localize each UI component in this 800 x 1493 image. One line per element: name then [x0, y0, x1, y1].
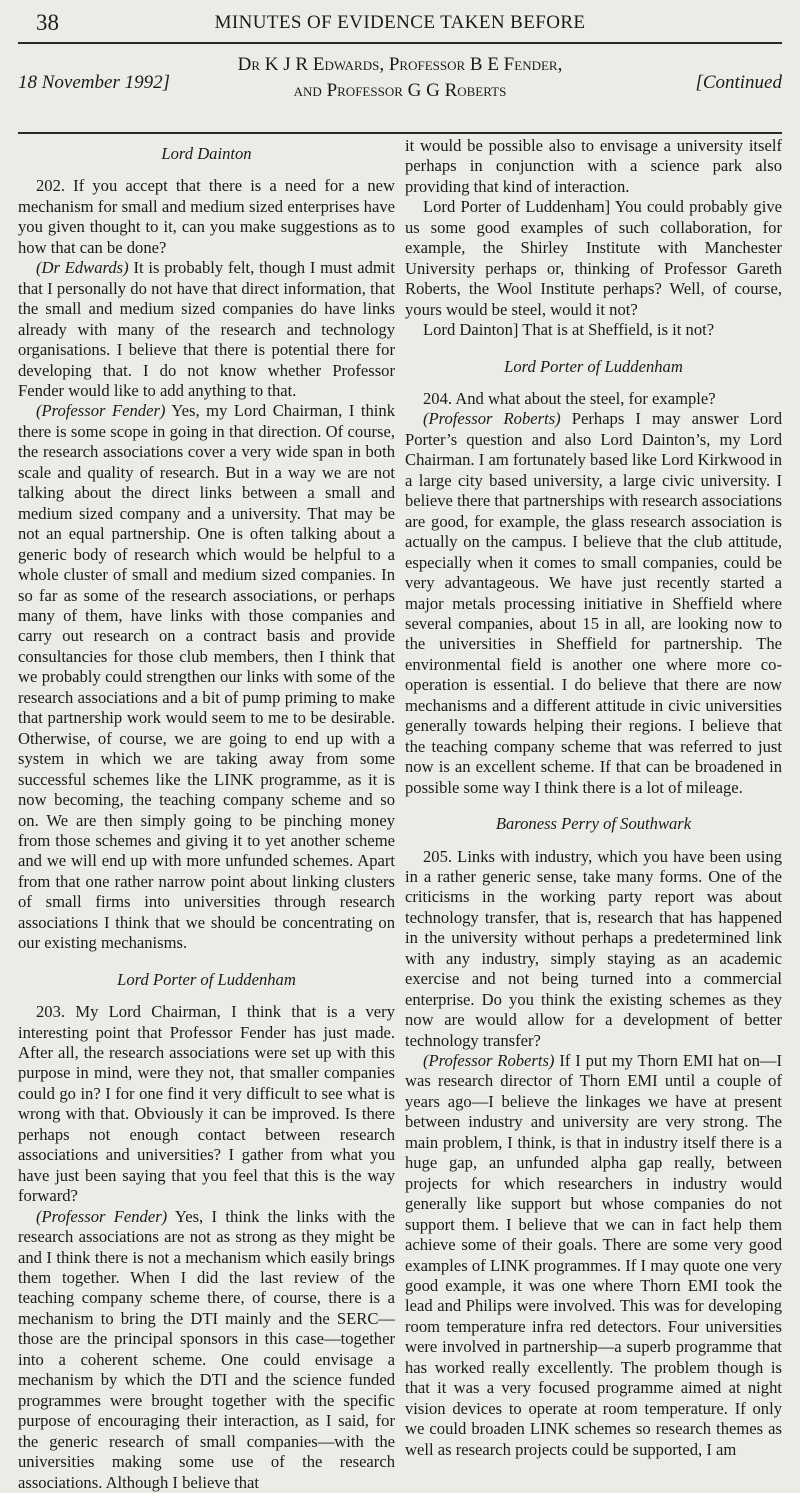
interjection-porter: Lord Porter of Luddenham] You could probably give us some good examples of such collaboration, for example, the Shirley Institute with Manchester University perhaps or, thinking of Professor Gareth Roberts, the Wool Institute perhaps? Well, of course, yours would be steel, would it not?: [405, 197, 782, 319]
right-column: [405, 136, 782, 1460]
interjection-dainton: Lord Dainton] That is at Sheffield, is it not?: [423, 320, 715, 340]
speaker-label: (Professor Roberts): [423, 409, 561, 429]
witness-names: [18, 52, 782, 104]
speaker-heading: Lord Dainton: [161, 144, 252, 163]
answer-202-fender: [18, 401, 395, 953]
answer-202-edwards: [18, 258, 395, 401]
running-header: [18, 10, 782, 40]
header-rule-bottom: [18, 132, 782, 134]
witness-line-1: Dr K J R Edwards, Professor B E Fender,: [237, 54, 563, 75]
answer-204-roberts: [405, 409, 782, 798]
question-203: 203. My Lord Chairman, I think that is a very interesting point that Professor Fender has just made. After all, the research associations were set up with this purpose in mind, were they not, that smaller companies could go in? I for one find it very difficult to see what is wrong with that. Obviously it can be improved. Is there perhaps not enough contact between research associations and universities? I gather from what you have just been saying that you feel that this is the way forward?: [18, 1002, 395, 1206]
speaker-heading: Lord Porter of Luddenham: [117, 969, 296, 989]
question-202: 202. If you accept that there is a need for a new mechanism for small and medium sized enterprises have you given thought to it, can you make suggestions as to how that can be done?: [18, 176, 395, 257]
speaker-heading: Lord Porter of Luddenham: [504, 356, 683, 376]
header-rule-top: [18, 42, 782, 44]
session-header: [18, 52, 782, 128]
session-date: 18 November 1992]: [18, 72, 170, 93]
answer-text: Perhaps I may answer Lord Porter’s question and also Lord Dainton’s, my Lord Chairman. I am fortunately based like Lord Kirkwood in a large city based university, a large civic university. I believe there that partnerships with research associations are good, for example, the glass research association is actually on the campus. I believe that the club attitude, especially when it comes to small companies, could be very advantageous. We have just recently started a major metals processing initiative in Sheffield where several companies, about 15 in all, are looking now to the universities in Sheffield for partnership. The environmental field is another one where more co-operation is essential. I do believe that there are now mechanisms and a different attitude in civic universities generally towards helping their regions. I believe that the teaching company scheme that was referred to just now is an excellent scheme. If that can be broadened in possible some way I think there is a lot of mileage.: [405, 409, 782, 797]
left-column: [18, 136, 395, 1493]
answer-205-roberts: [405, 1051, 782, 1460]
answer-text: Yes, I think the links with the research associations are not as strong as they might be and I think there is not a mechanism which easily brings them together. When I did the last review of the teaching company scheme there, of course, there is a mechanism to bring the DTI mainly and the SERC—those are the principal sponsors in this case—together into a coherent scheme. One could envisage a mechanism by which the DTI and the science funded programmes were brought together with the specific purpose of encouraging their interaction, as I said, for the generic research of small companies—with the universities making some use of the research associations. Although I believe that: [18, 1206, 395, 1492]
speaker-heading: Baroness Perry of Southwark: [495, 814, 692, 834]
continued-paragraph: it would be possible also to envisage a university itself perhaps in conjunction with a science park also providing that kind of interaction.: [405, 136, 782, 196]
speaker-label: (Professor Roberts): [423, 1051, 555, 1071]
continued-label: [Continued: [695, 72, 782, 93]
answer-text: It is probably felt, though I must admit that I personally do not have that direct information, that the small and medium sized companies do have links already with many of the research and technology organisations. I believe that there is potential there for developing that. I do not know whether Professor Fender would like to add anything to that.: [18, 258, 395, 400]
witness-line-2: and Professor G G Roberts: [293, 80, 507, 101]
answer-203-fender: [18, 1207, 395, 1493]
answer-text: If I put my Thorn EMI hat on—I was research director of Thorn EMI until a couple of years ago—I believe the linkages we have at present between industry and university are very strong. The main problem, I think, is that in industry itself there is a huge gap, an unfunded alpha gap really, between projects for which researchers in industry would generally like support but whose companies do not support them. I believe that we can in fact help them achieve some of their goals. There are some very good examples of LINK programmes. If I may quote one very good example, it was one where Thorn EMI took the lead and Philips were involved. This was for developing room temperature infra red detectors. Four universities were involved in partnership—a superb programme that has worked really excellently. The problem though is that it was a very focused programme aimed at night vision devices to operate at room temperature. If only we could broaden LINK schemes so research themes as well as research projects could be supported, I am: [405, 1051, 783, 1459]
page-number: 38: [36, 10, 59, 35]
answer-text: Yes, my Lord Chairman, I think there is some scope in going in that direction. Of course, the research associations cover a very wide span in both scale and quality of research. But in a way we are not talking about the direct links between a small and medium sized company and a university. That may be not an equal partnership. One is often talking about a generic body of research which would be helpful to a whole cluster of small and medium sized companies. In so far as some of the research associations, or perhaps many of them, have links with those companies and carry out research on a contract basis and provide consultancies for those club members, then I think that we probably could strengthen our links with some of the research associations and a bit of pump priming to make that partnership work would seem to me to be desirable. Otherwise, of course, we are going to end up with a system in which we are taking away from some successful schemes like the LINK programme, as it is now becoming, the teaching company scheme and so on. We are then simply going to be pinching money from those schemes and giving it to yet another scheme and we will end up with more unfunded schemes. Apart from that one rather narrow point about linking clusters of small firms into universities through research associations I think that we should be concentrating on our existing mechanisms.: [18, 401, 396, 953]
speaker-label: (Professor Fender): [36, 401, 166, 421]
speaker-label: (Professor Fender): [36, 1206, 168, 1226]
speaker-label: (Dr Edwards): [36, 258, 129, 278]
question-205: 205. Links with industry, which you have been using in a rather generic sense, take many forms. One of the criticisms in the working party report was about technology transfer, that is, research that has happened in the university without perhaps a predetermined link with any industry, simply staying as an academic exercise and not being turned into a commercial enterprise. Do you think the existing schemes as they now are would allow for a development of better technology transfer?: [405, 846, 782, 1050]
running-title: MINUTES OF EVIDENCE TAKEN BEFORE: [214, 12, 586, 33]
question-204: 204. And what about the steel, for example?: [423, 388, 716, 408]
